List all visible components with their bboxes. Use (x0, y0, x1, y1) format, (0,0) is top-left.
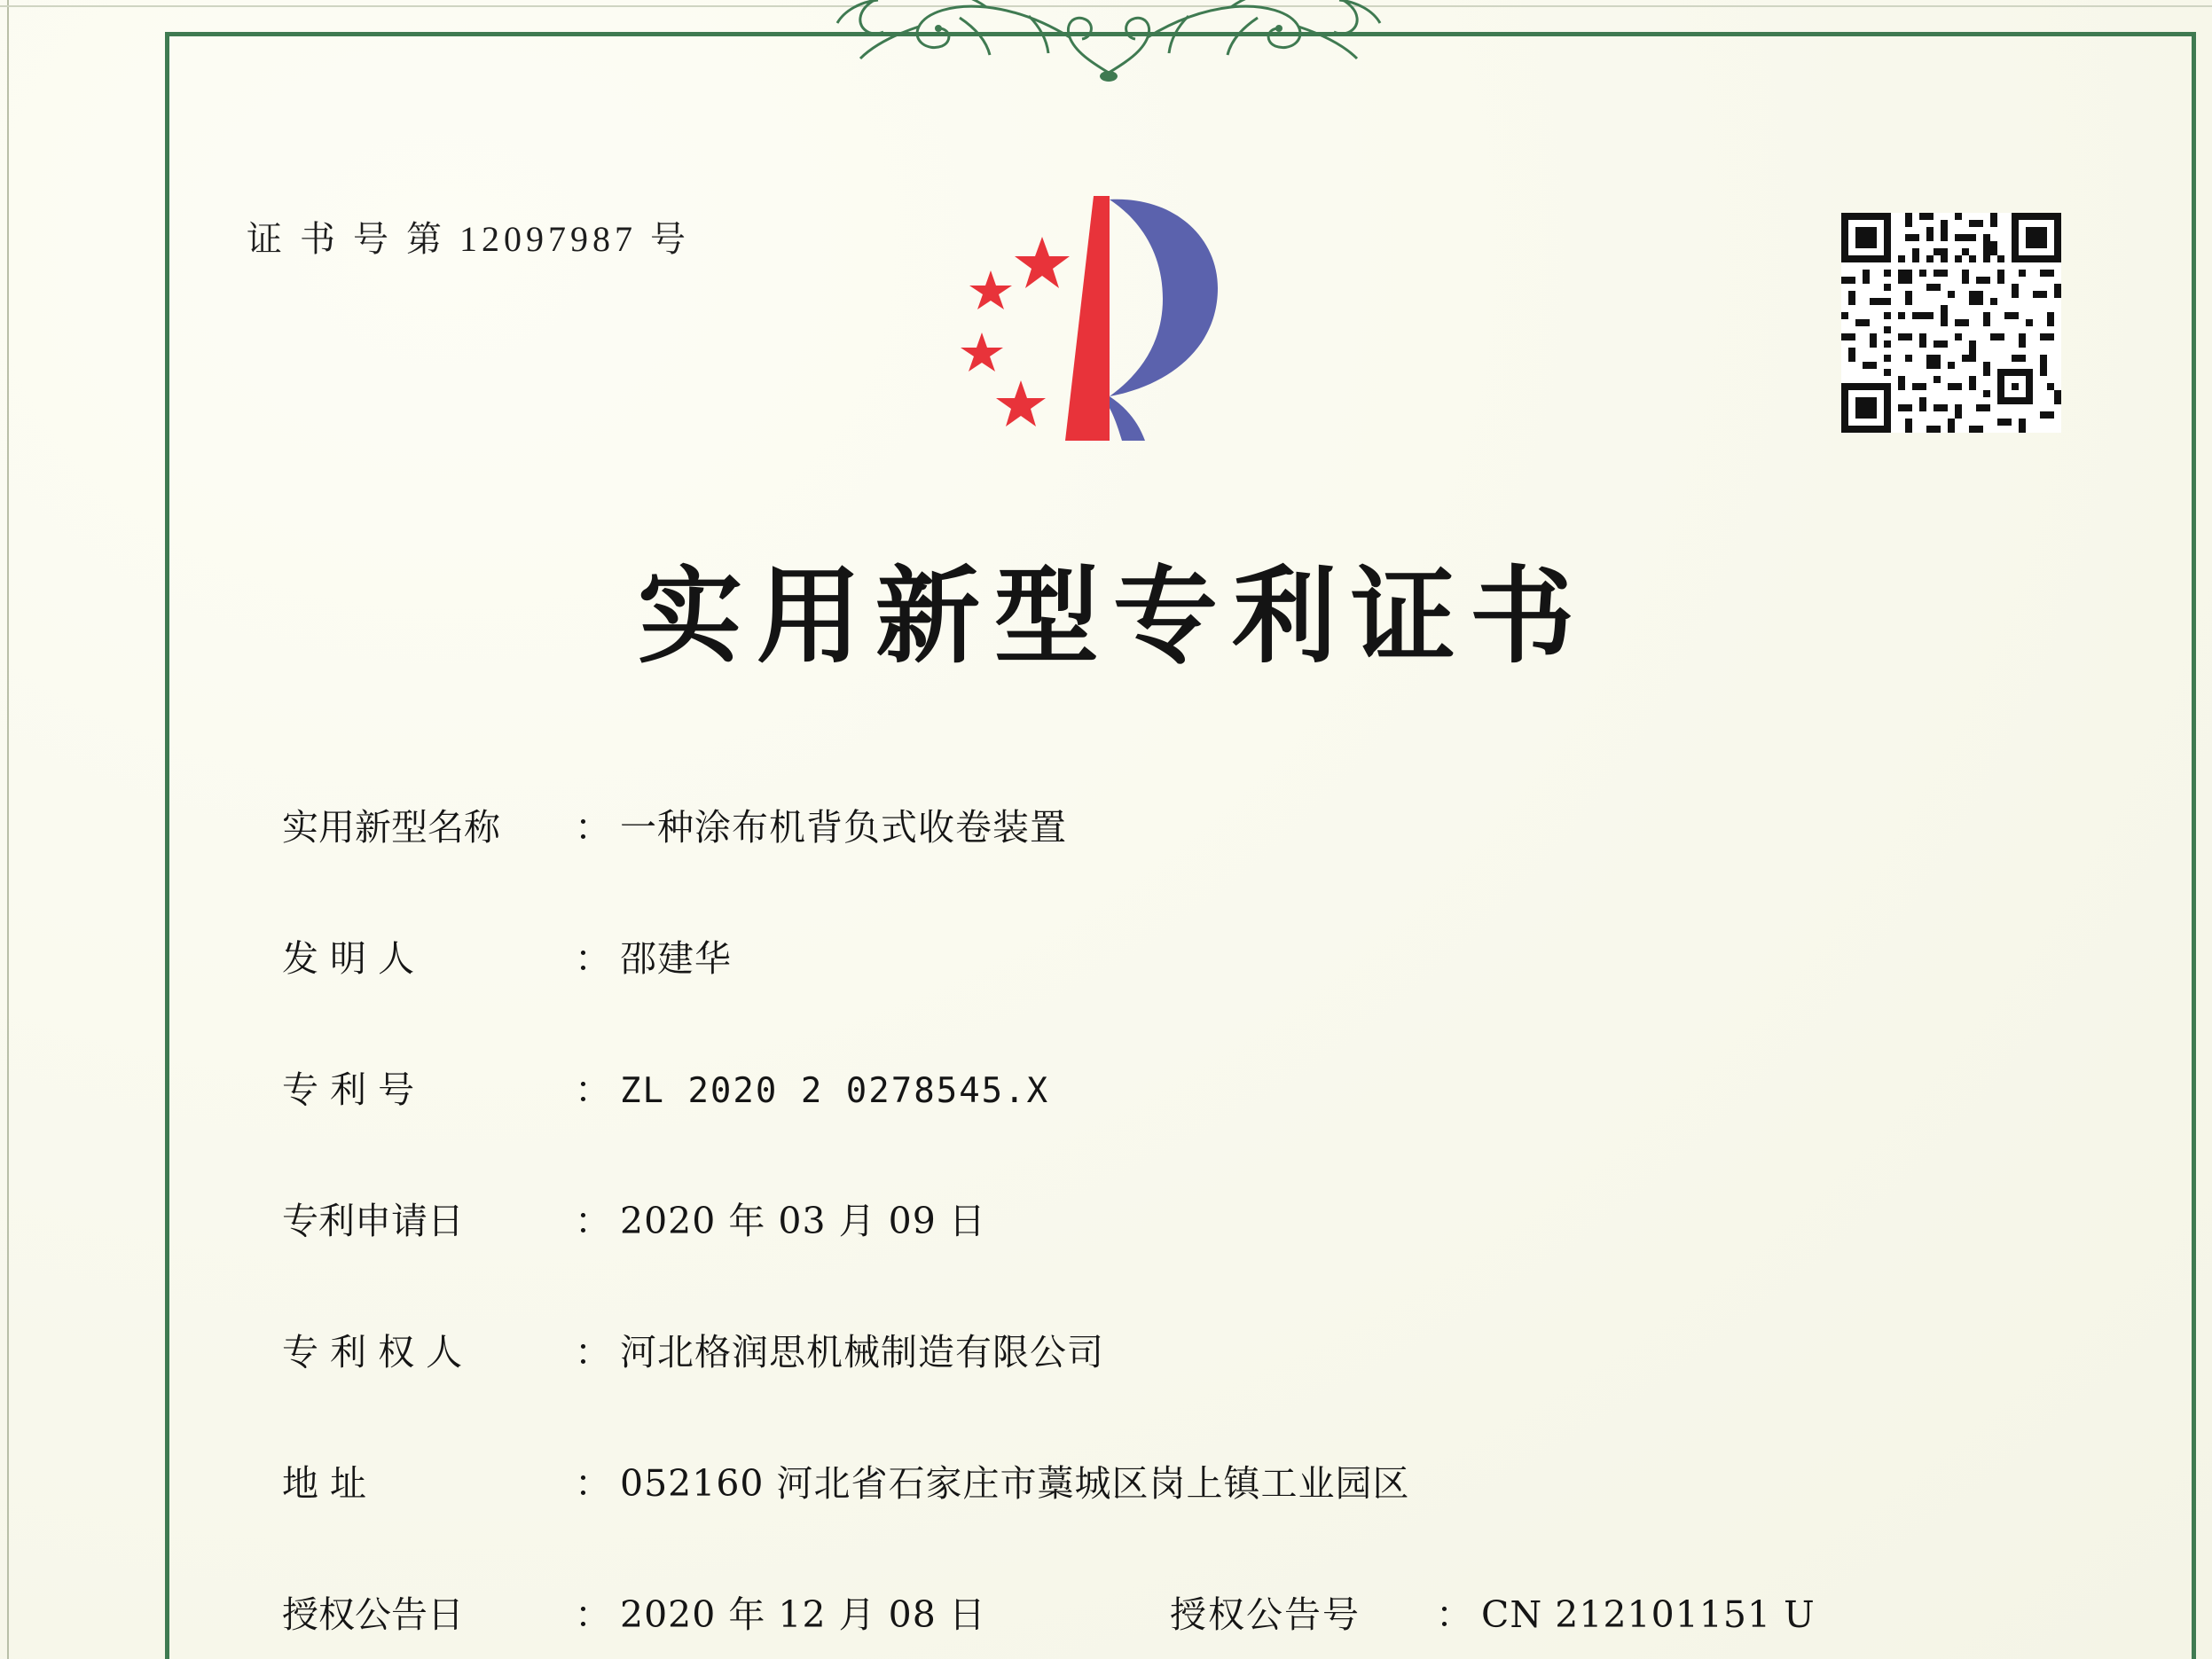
page-title: 实用新型专利证书 (637, 554, 1588, 677)
field-address (282, 1454, 1967, 1585)
field-label: 地 址 (282, 1462, 367, 1505)
field-value: 河北格润思机械制造有限公司 (620, 1331, 1104, 1373)
qr-code (1841, 213, 2061, 433)
field-colon: ： (575, 1201, 611, 1241)
field-patent-number (282, 1060, 1967, 1192)
field-value: 一种涂布机背负式收卷装置 (620, 806, 1067, 849)
field-colon: ： (575, 938, 611, 979)
field-value: 052160 河北省石家庄市藁城区岗上镇工业园区 (620, 1462, 1410, 1505)
field-value: 邵建华 (620, 937, 732, 980)
field-list (282, 798, 1967, 1659)
field-colon: ： (575, 1463, 611, 1504)
field-label-grant-date: 授权公告日 (282, 1593, 464, 1636)
cnipa-emblem-icon (936, 191, 1264, 448)
field-label: 专利申请日 (282, 1200, 464, 1242)
field-label: 专 利 权 人 (282, 1331, 463, 1373)
field-colon: ： (575, 807, 611, 848)
field-label: 专 利 号 (282, 1068, 415, 1111)
field-application-date (282, 1192, 1967, 1323)
field-value-grant-number: CN 212101151 U (1481, 1593, 1816, 1636)
field-colon: ： (1436, 1594, 1472, 1635)
field-grant-announcement (282, 1585, 1967, 1659)
scroll-ornament (763, 0, 1455, 85)
field-colon: ： (575, 1069, 611, 1110)
field-value: 2020 年 03 月 09 日 (620, 1200, 986, 1242)
field-colon: ： (575, 1332, 611, 1373)
field-utility-model-name (282, 798, 1967, 929)
field-label: 发 明 人 (282, 937, 415, 980)
certificate-number: 证 书 号 第 12097987 号 (247, 219, 690, 259)
field-label-grant-number: 授权公告号 (1170, 1593, 1361, 1636)
field-patentee (282, 1323, 1967, 1454)
field-colon: ： (575, 1594, 611, 1635)
field-value: ZL 2020 2 0278545.X (620, 1071, 1050, 1111)
page-edge-rule-left (7, 0, 9, 1659)
field-value-grant-date: 2020 年 12 月 08 日 (620, 1593, 986, 1636)
field-label: 实用新型名称 (282, 806, 500, 849)
field-inventor (282, 929, 1967, 1060)
